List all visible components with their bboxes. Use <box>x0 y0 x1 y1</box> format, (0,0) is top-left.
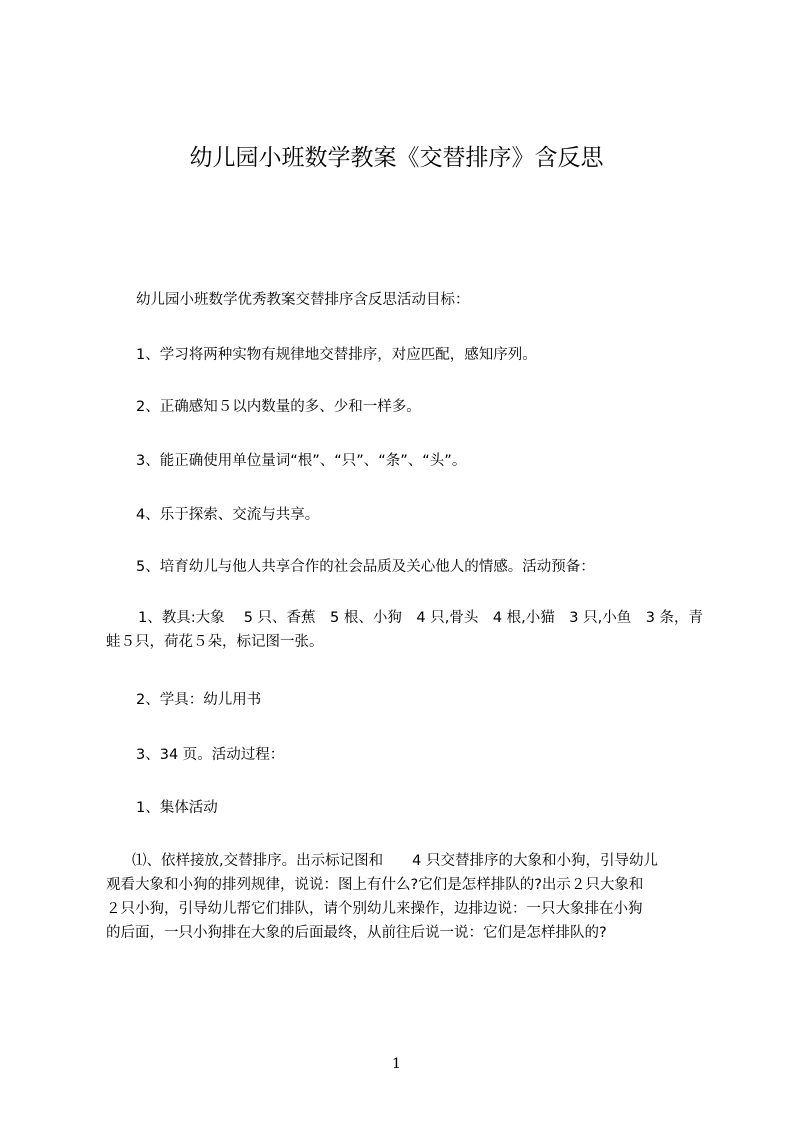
paragraph-goal-3: 3、能正确使用单位量词“根”、“只”、“条”、“头”。 <box>136 453 467 469</box>
paragraph-materials <box>106 606 703 654</box>
paragraph-goal-5: 5、培育幼儿与他人共享合作的社会品质及关心他人的情感。活动预备： <box>136 559 595 575</box>
paragraph-process: 3、34 页。活动过程： <box>136 747 285 763</box>
activity-line-3: ２只小狗，引导幼儿帮它们排队，请个别幼儿来操作，边排边说：一只大象排在小狗 <box>106 901 643 917</box>
paragraph-group-activity: 1、集体活动 <box>136 800 218 816</box>
paragraph-intro: 幼儿园小班数学优秀教案交替排序含反思活动目标： <box>136 292 470 308</box>
materials-line-1: 1、教具:大象 5 只、香蕉 5 根、小狗 4 只,骨头 4 根,小猫 3 只,小鱼 3 条，青 <box>138 610 704 626</box>
activity-line-1: ⑴、依样接放,交替排序。出示标记图和 4 只交替排序的大象和小狗，引导幼儿 <box>132 853 658 869</box>
materials-line-2: 蛙５只，荷花５朵，标记图一张。 <box>106 634 324 650</box>
activity-line-2: 观看大象和小狗的排列规律，说说：图上有什么?它们是怎样排队的?出示２只大象和 <box>106 877 644 893</box>
paragraph-goal-1: 1、学习将两种实物有规律地交替排序，对应匹配，感知序列。 <box>136 347 537 363</box>
paragraph-supplies: 2、学具：幼儿用书 <box>136 692 262 708</box>
page-number: 1 <box>392 1056 401 1072</box>
activity-line-4: 的后面，一只小狗排在大象的后面最终，从前往后说一说：它们是怎样排队的? <box>106 925 607 941</box>
paragraph-activity <box>106 849 658 945</box>
paragraph-goal-4: 4、乐于探索、交流与共享。 <box>136 507 320 523</box>
paragraph-goal-2: 2、正确感知５以内数量的多、少和一样多。 <box>136 399 421 415</box>
document-title: 幼儿园小班数学教案《交替排序》含反思 <box>189 145 604 171</box>
